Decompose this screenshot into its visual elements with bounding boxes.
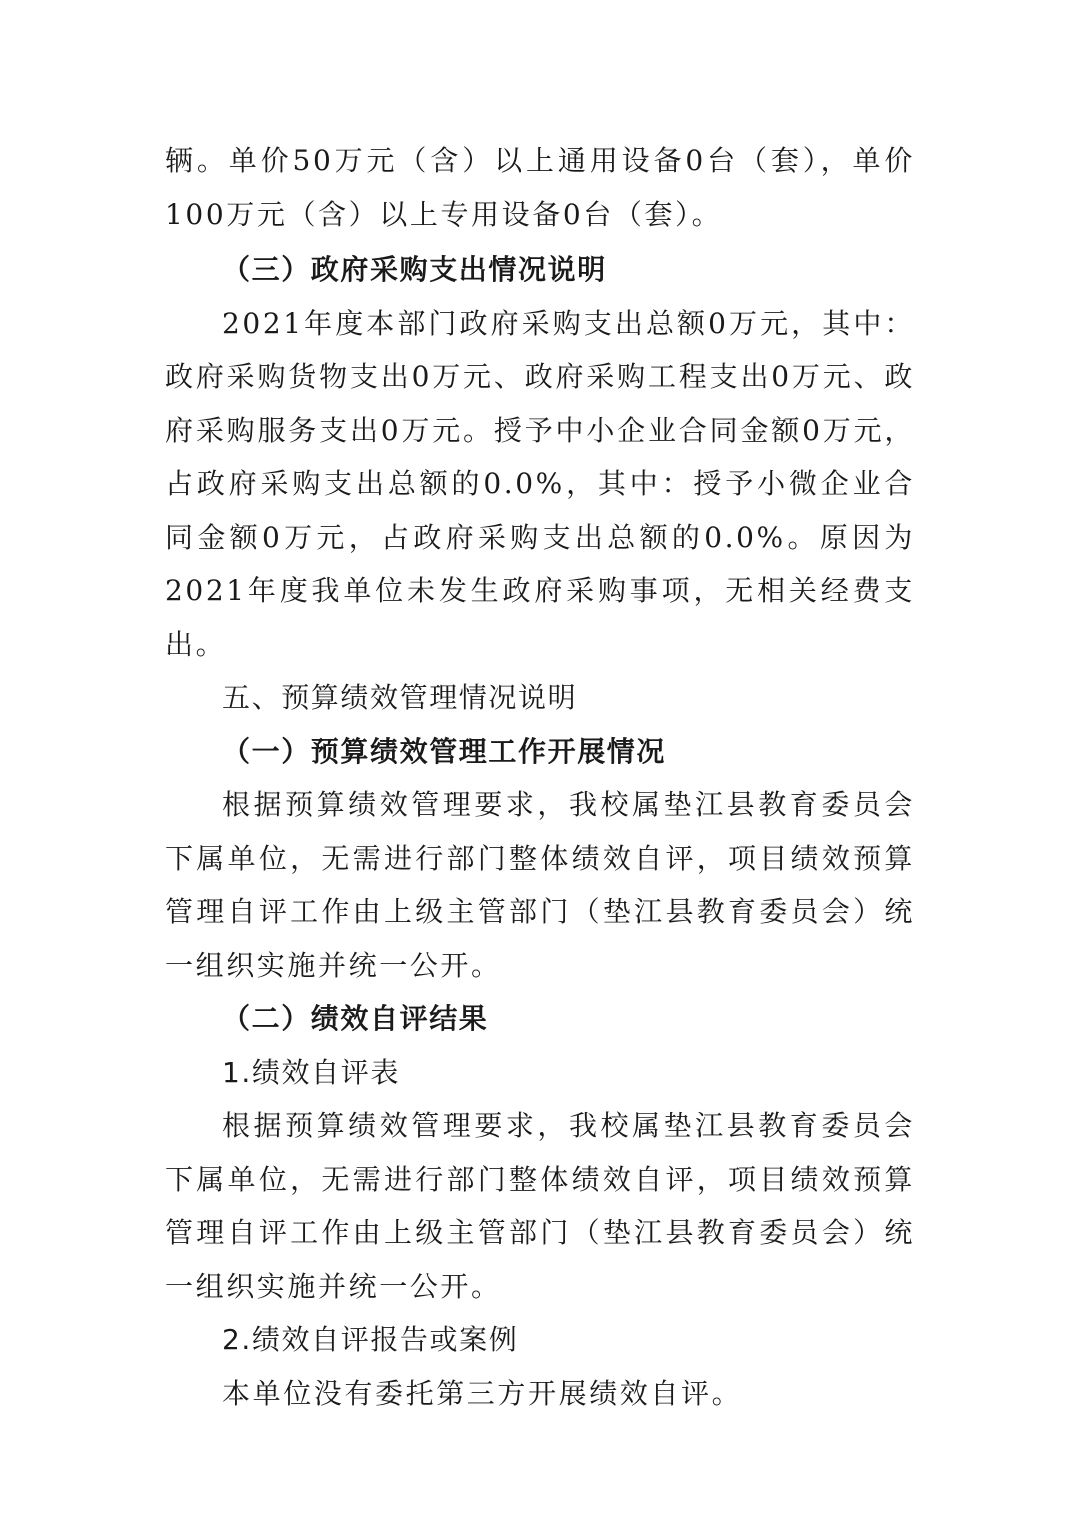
paragraph-government-procurement: 2021年度本部门政府采购支出总额0万元，其中：政府采购货物支出0万元、政府采购工程支出0万元、政府采购服务支出0万元。授予中小企业合同金额0万元，占政府采购支出总额的0.0%，其中：授予小微企业合同金额0万元，占政府采购支出总额的0.0%。原因为2021年度我单位未发生政府采购事项，无相关经费支出。 [165,306,915,661]
document-body [165,134,915,1420]
heading-budget-performance-management: 五、预算绩效管理情况说明 [222,681,578,714]
paragraph-self-evaluation-table: 根据预算绩效管理要求，我校属垫江县教育委员会下属单位，无需进行部门整体绩效自评，项目绩效预算管理自评工作由上级主管部门（垫江县教育委员会）统一组织实施并统一公开。 [165,1109,915,1303]
paragraph-performance-work: 根据预算绩效管理要求，我校属垫江县教育委员会下属单位，无需进行部门整体绩效自评，项目绩效预算管理自评工作由上级主管部门（垫江县教育委员会）统一组织实施并统一公开。 [165,788,915,982]
paragraph-self-evaluation-report: 本单位没有委托第三方开展绩效自评。 [222,1376,743,1410]
heading-self-evaluation-results: （二）绩效自评结果 [222,1002,489,1035]
heading-self-evaluation-report: 2.绩效自评报告或案例 [222,1323,519,1356]
heading-government-procurement: （三）政府采购支出情况说明 [222,253,607,286]
paragraph-equipment-continuation: 辆。单价50万元（含）以上通用设备0台（套），单价100万元（含）以上专用设备0台（套）。 [165,144,915,231]
heading-self-evaluation-table: 1.绩效自评表 [222,1055,400,1089]
heading-performance-work: （一）预算绩效管理工作开展情况 [222,734,667,768]
